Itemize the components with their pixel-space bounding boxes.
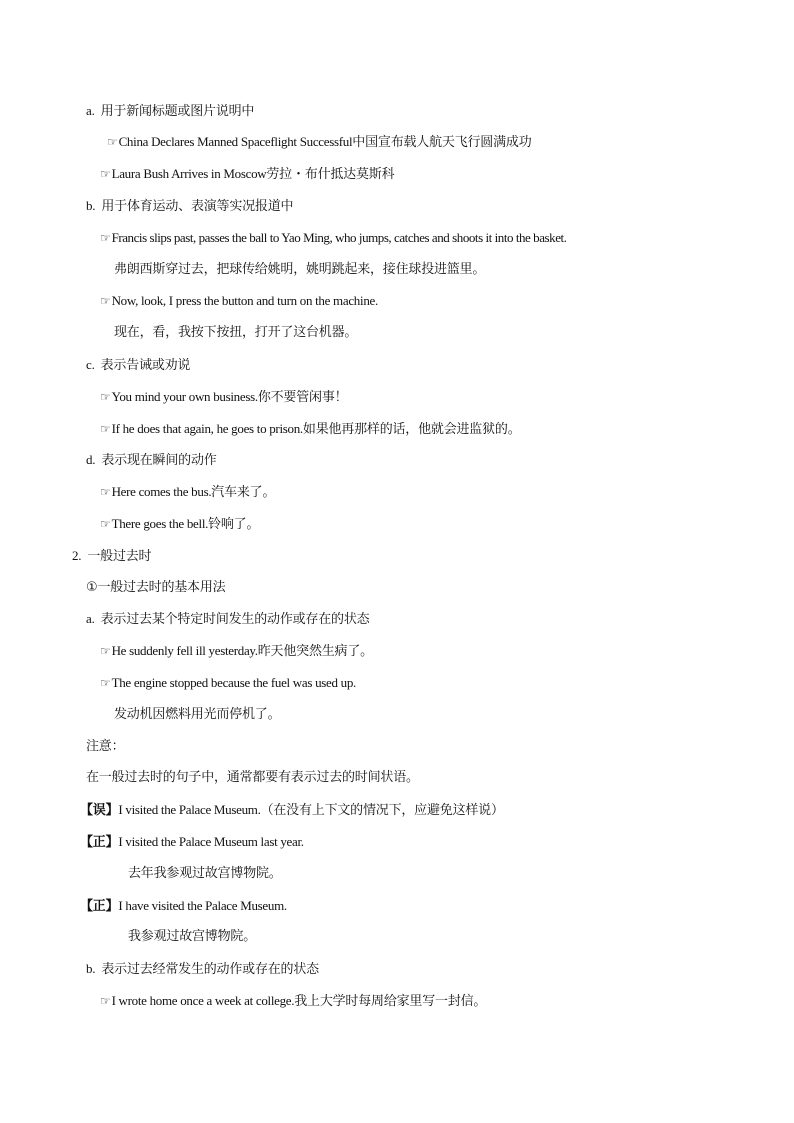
right-example-2 — [80, 897, 287, 916]
example-9 — [100, 642, 373, 661]
example-10 — [100, 674, 356, 693]
section-title: 表示告诫或劝说 — [100, 358, 191, 373]
example-1 — [107, 133, 532, 152]
section-2-heading — [72, 547, 151, 566]
right-example-2-translation: 我参观过故宫博物院。 — [128, 929, 257, 944]
example-english: I wrote home once a week at college. — [111, 993, 295, 1008]
pointing-hand-icon: ☞ — [100, 294, 111, 308]
pointing-hand-icon: ☞ — [100, 676, 111, 690]
section-label: c. — [86, 357, 95, 372]
example-8 — [100, 515, 259, 534]
example-10-translation: 发动机因燃料用光而停机了。 — [114, 707, 281, 722]
right-mark: 【正】 — [80, 899, 119, 914]
pointing-hand-icon: ☞ — [100, 644, 111, 658]
example-english: The engine stopped because the fuel was used up. — [111, 675, 356, 690]
section-label: b. — [86, 961, 96, 976]
example-chinese: 如果他再那样的话，他就会进监狱的。 — [302, 422, 521, 437]
note-label: 注意： — [86, 739, 125, 754]
example-chinese: （在没有上下文的情况下，应避免这样说） — [260, 803, 504, 818]
section-label: a. — [86, 611, 95, 626]
example-5 — [100, 388, 347, 407]
example-english: You mind your own business. — [111, 389, 258, 404]
section-2-subheading: ①一般过去时的基本用法 — [86, 580, 226, 595]
example-11 — [100, 992, 486, 1011]
pointing-hand-icon: ☞ — [100, 517, 111, 531]
example-english: Here comes the bus. — [111, 484, 212, 499]
example-2 — [100, 165, 394, 184]
example-chinese: 昨天他突然生病了。 — [257, 644, 373, 659]
section-label: a. — [86, 103, 95, 118]
section-label: b. — [86, 198, 96, 213]
example-english: There goes the bell. — [111, 516, 209, 531]
section-c1-heading — [86, 356, 190, 375]
section-title: 用于新闻标题或图片说明中 — [100, 104, 255, 119]
section-title: 表示过去某个特定时间发生的动作或存在的状态 — [100, 612, 370, 627]
section-d1-heading — [86, 451, 217, 470]
example-english: Now, look, I press the button and turn on the machine. — [111, 293, 378, 308]
right-mark: 【正】 — [80, 835, 119, 850]
pointing-hand-icon: ☞ — [100, 422, 111, 436]
example-chinese: 你不要管闲事！ — [257, 390, 348, 405]
example-english: He suddenly fell ill yesterday. — [111, 643, 258, 658]
example-english: I have visited the Palace Museum. — [118, 898, 287, 913]
example-chinese: 我上大学时每周给家里写一封信。 — [294, 994, 487, 1009]
example-chinese: 汽车来了。 — [211, 485, 276, 500]
right-example-1-translation: 去年我参观过故宫博物院。 — [128, 866, 282, 881]
section-title: 用于体育运动、表演等实况报道中 — [101, 199, 294, 214]
section-title: 表示现在瞬间的动作 — [101, 453, 217, 468]
wrong-example — [80, 801, 504, 820]
example-chinese: 铃响了。 — [208, 517, 260, 532]
example-english: I visited the Palace Museum last year. — [118, 834, 304, 849]
pointing-hand-icon: ☞ — [100, 390, 111, 404]
section-label: d. — [86, 452, 96, 467]
example-4-translation: 现在，看，我按下按扭，打开了这台机器。 — [114, 325, 358, 340]
example-english: Francis slips past, passes the ball to Yao Ming, who jumps, catches and shoots it into the basket. — [111, 230, 567, 245]
example-english: China Declares Manned Spaceflight Successful — [118, 134, 353, 149]
pointing-hand-icon: ☞ — [100, 485, 111, 499]
section-a2-heading — [86, 610, 369, 629]
section-title: 一般过去时 — [87, 549, 152, 564]
section-title: 表示过去经常发生的动作或存在的状态 — [101, 962, 319, 977]
section-number: 2. — [72, 548, 82, 563]
section-b2-heading — [86, 960, 319, 979]
example-english: If he does that again, he goes to prison. — [111, 421, 303, 436]
section-a1-heading — [86, 102, 254, 121]
example-6 — [100, 420, 521, 439]
example-4 — [100, 292, 378, 311]
example-3-translation: 弗朗西斯穿过去，把球传给姚明，姚明跳起来，接住球投进篮里。 — [114, 262, 486, 277]
example-3 — [100, 229, 566, 248]
pointing-hand-icon: ☞ — [107, 135, 118, 149]
pointing-hand-icon: ☞ — [100, 231, 111, 245]
example-chinese: 劳拉・布什抵达莫斯科 — [266, 167, 395, 182]
right-example-1 — [80, 833, 304, 852]
wrong-mark: 【误】 — [80, 803, 119, 818]
note-text: 在一般过去时的句子中，通常都要有表示过去的时间状语。 — [86, 770, 419, 785]
pointing-hand-icon: ☞ — [100, 994, 111, 1008]
example-7 — [100, 483, 275, 502]
pointing-hand-icon: ☞ — [100, 167, 111, 181]
example-chinese: 中国宣布载人航天飞行圆满成功 — [352, 135, 532, 150]
section-b1-heading — [86, 197, 293, 216]
example-english: I visited the Palace Museum. — [118, 802, 261, 817]
example-english: Laura Bush Arrives in Moscow — [111, 166, 267, 181]
